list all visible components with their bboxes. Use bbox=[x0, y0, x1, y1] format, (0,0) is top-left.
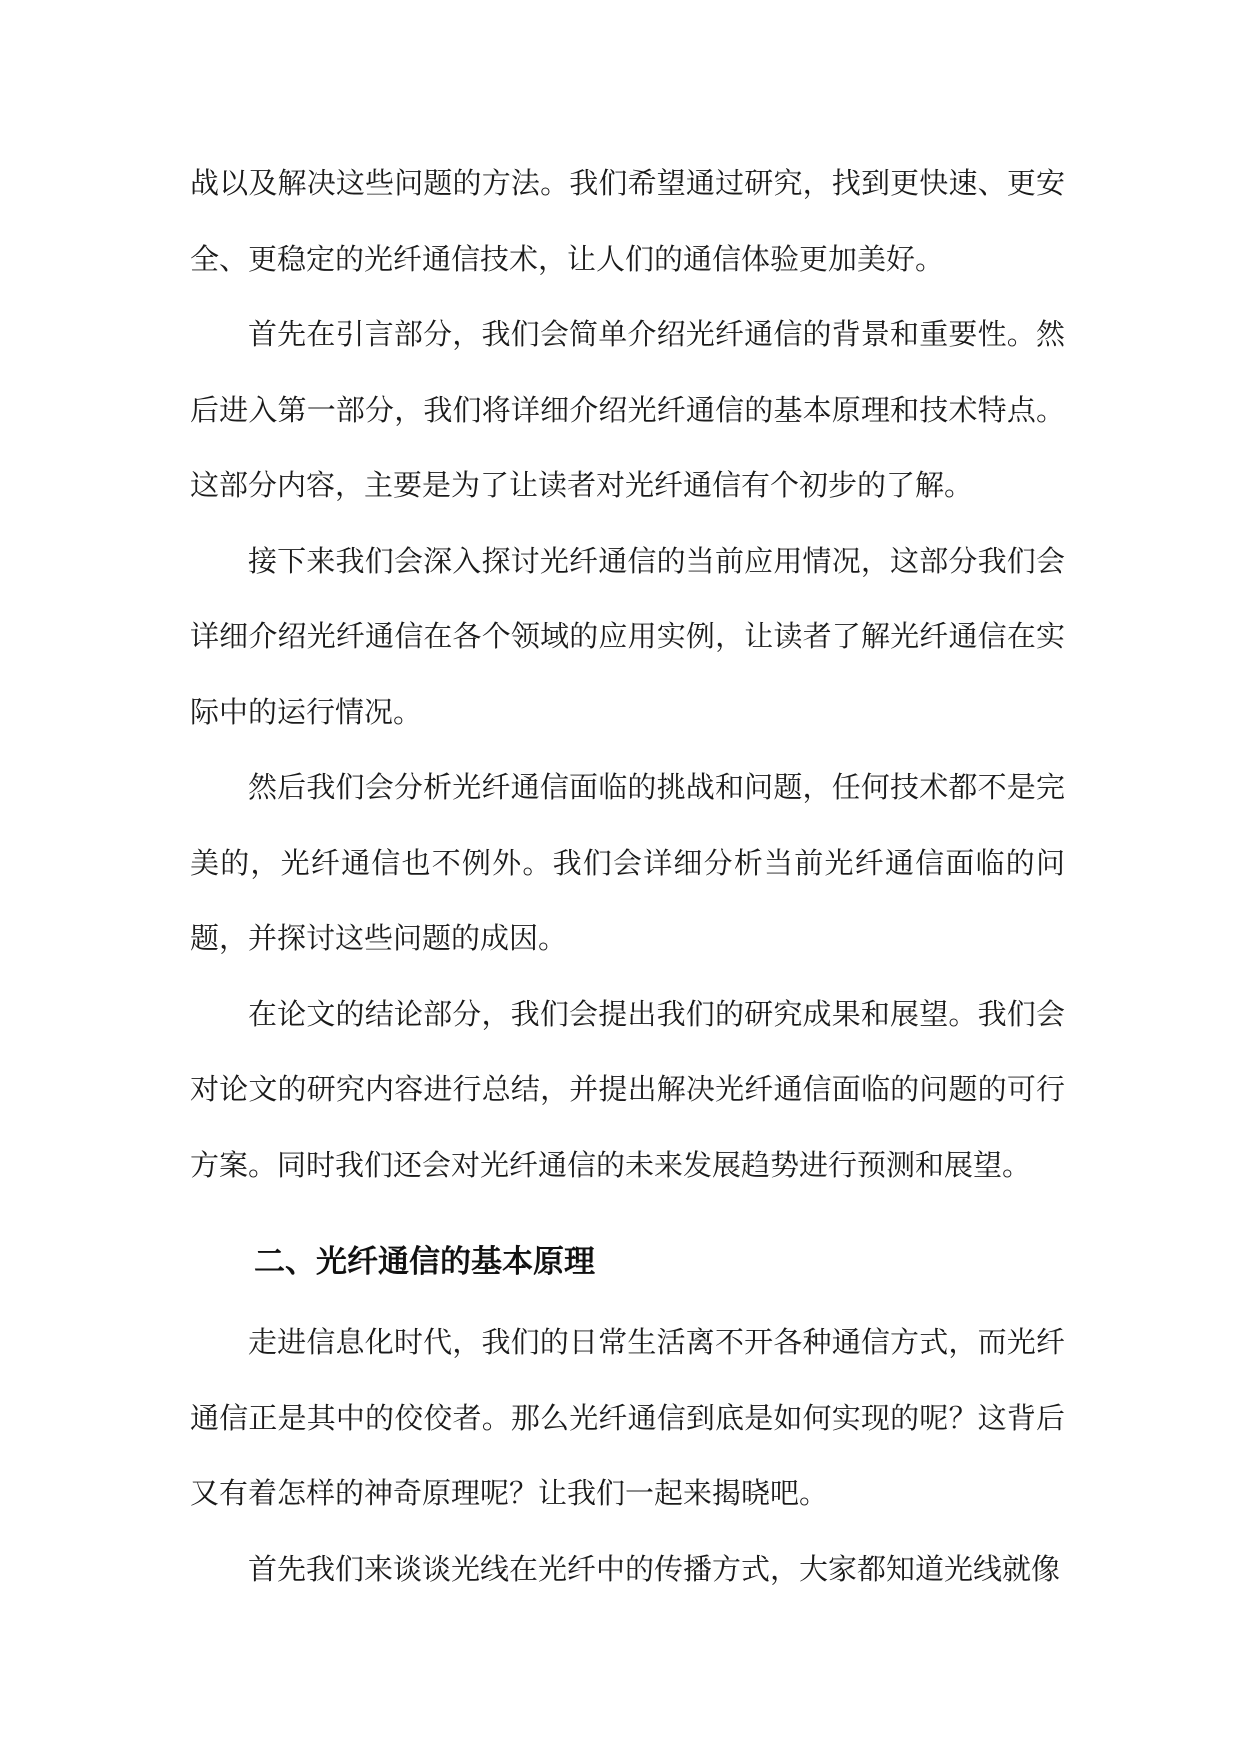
paragraph-conclusion-outline: 在论文的结论部分，我们会提出我们的研究成果和展望。我们会对论文的研究内容进行总结，并提出解决光纤通信面临的问题的可行方案。同时我们还会对光纤通信的未来发展趋势进行预测和展望。 bbox=[190, 996, 1065, 1182]
paragraph-challenges-continuation: 战以及解决这些问题的方法。我们希望通过研究，找到更快速、更安全、更稳定的光纤通信技术，让人们的通信体验更加美好。 bbox=[190, 166, 1065, 276]
paragraph-introduction-outline: 首先在引言部分，我们会简单介绍光纤通信的背景和重要性。然后进入第一部分，我们将详细介绍光纤通信的基本原理和技术特点。这部分内容，主要是为了让读者对光纤通信有个初步的了解。 bbox=[190, 317, 1065, 502]
paragraph-problems-outline: 然后我们会分析光纤通信面临的挑战和问题，任何技术都不是完美的，光纤通信也不例外。我们会详细分析当前光纤通信面临的问题，并探讨这些问题的成因。 bbox=[190, 770, 1065, 955]
paragraph-information-era: 走进信息化时代，我们的日常生活离不开各种通信方式，而光纤通信正是其中的佼佼者。那么光纤通信到底是如何实现的呢？这背后又有着怎样的神奇原理呢？让我们一起来揭晓吧。 bbox=[190, 1325, 1065, 1510]
paragraph-applications-outline: 接下来我们会深入探讨光纤通信的当前应用情况，这部分我们会详细介绍光纤通信在各个领域的应用实例，让读者了解光纤通信在实际中的运行情况。 bbox=[190, 543, 1065, 729]
section-heading: 二、光纤通信的基本原理 bbox=[254, 1244, 595, 1280]
document-body bbox=[190, 146, 1065, 1607]
paragraph-light-propagation: 首先我们来谈谈光线在光纤中的传播方式，大家都知道光线就像 bbox=[248, 1551, 1061, 1586]
